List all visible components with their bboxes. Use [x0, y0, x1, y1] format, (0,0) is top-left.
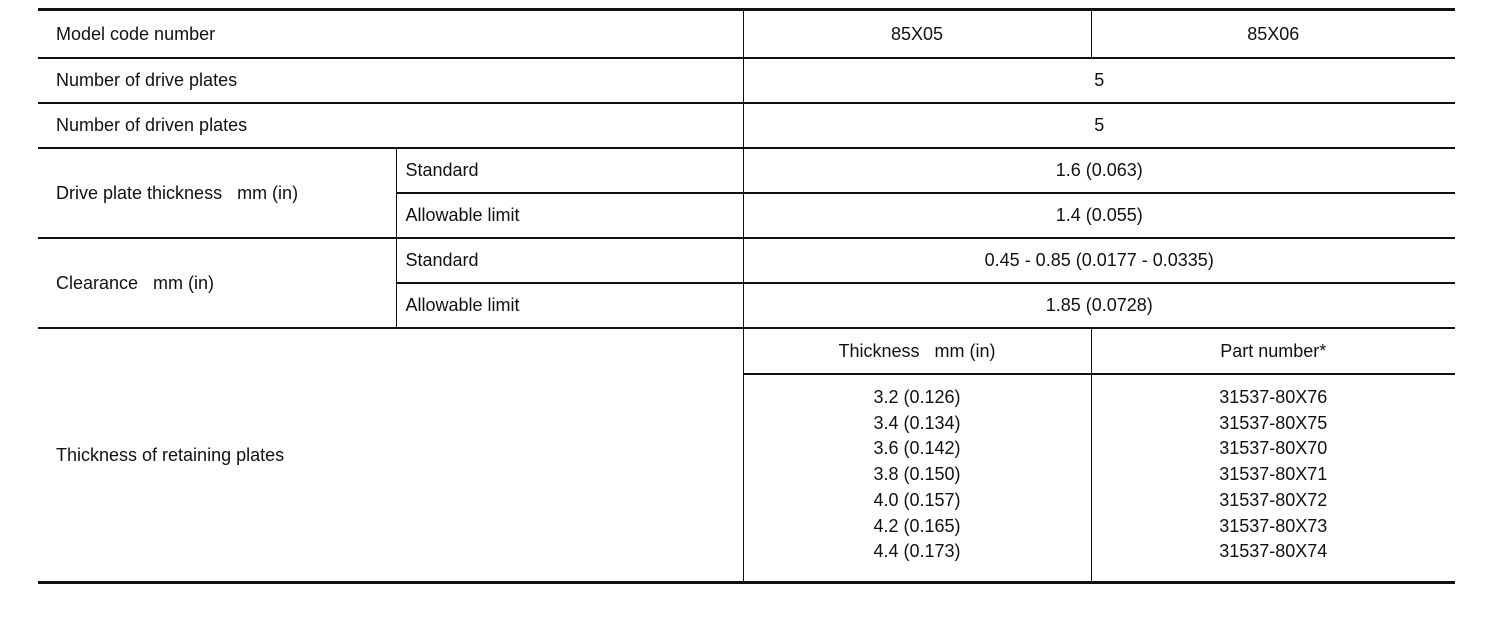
part-number-value: 31537-80X70 — [1219, 438, 1328, 459]
thickness-value: 4.2 (0.165) — [873, 515, 961, 536]
part-number-value: 31537-80X76 — [1219, 387, 1328, 407]
thickness-list — [743, 374, 1091, 583]
clearance-standard-label: Standard — [396, 238, 743, 283]
thickness-value: 3.2 (0.126) — [873, 387, 961, 407]
part-number-value: 31537-80X72 — [1219, 489, 1328, 510]
part-number-value: 31537-80X71 — [1219, 464, 1328, 485]
drive-thickness-standard-row — [38, 148, 1455, 193]
driven-plates-label: Number of driven plates — [38, 103, 743, 148]
retaining-header-row — [38, 328, 1455, 374]
header-row — [38, 10, 1455, 59]
driven-plates-value: 5 — [743, 103, 1455, 148]
model-code-label: Model code number — [38, 10, 743, 59]
thickness-value: 4.4 (0.173) — [873, 541, 961, 562]
driven-plates-row — [38, 103, 1455, 148]
part-number-value: 31537-80X73 — [1219, 515, 1328, 536]
drive-thickness-standard-value: 1.6 (0.063) — [743, 148, 1455, 193]
drive-thickness-label: Drive plate thickness mm (in) — [38, 148, 396, 238]
drive-thickness-limit-value: 1.4 (0.055) — [743, 193, 1455, 238]
model-85x05: 85X05 — [743, 10, 1091, 59]
thickness-value: 4.0 (0.157) — [873, 489, 961, 510]
part-number-column-header: Part number* — [1091, 328, 1455, 374]
thickness-value: 3.4 (0.134) — [873, 412, 961, 433]
spec-table — [38, 8, 1455, 584]
drive-thickness-standard-label: Standard — [396, 148, 743, 193]
model-85x06: 85X06 — [1091, 10, 1455, 59]
retaining-plates-label: Thickness of retaining plates — [38, 328, 743, 583]
part-number-value: 31537-80X74 — [1219, 541, 1328, 562]
thickness-column-header: Thickness mm (in) — [743, 328, 1091, 374]
drive-thickness-limit-label: Allowable limit — [396, 193, 743, 238]
clearance-label: Clearance mm (in) — [38, 238, 396, 328]
clearance-limit-value: 1.85 (0.0728) — [743, 283, 1455, 328]
part-number-value: 31537-80X75 — [1219, 412, 1328, 433]
clearance-standard-row — [38, 238, 1455, 283]
part-number-list — [1091, 374, 1455, 583]
drive-plates-row — [38, 58, 1455, 103]
drive-plates-label: Number of drive plates — [38, 58, 743, 103]
clearance-limit-label: Allowable limit — [396, 283, 743, 328]
clearance-standard-value: 0.45 - 0.85 (0.0177 - 0.0335) — [743, 238, 1455, 283]
thickness-value: 3.6 (0.142) — [873, 438, 961, 459]
thickness-value: 3.8 (0.150) — [873, 464, 961, 485]
drive-plates-value: 5 — [743, 58, 1455, 103]
